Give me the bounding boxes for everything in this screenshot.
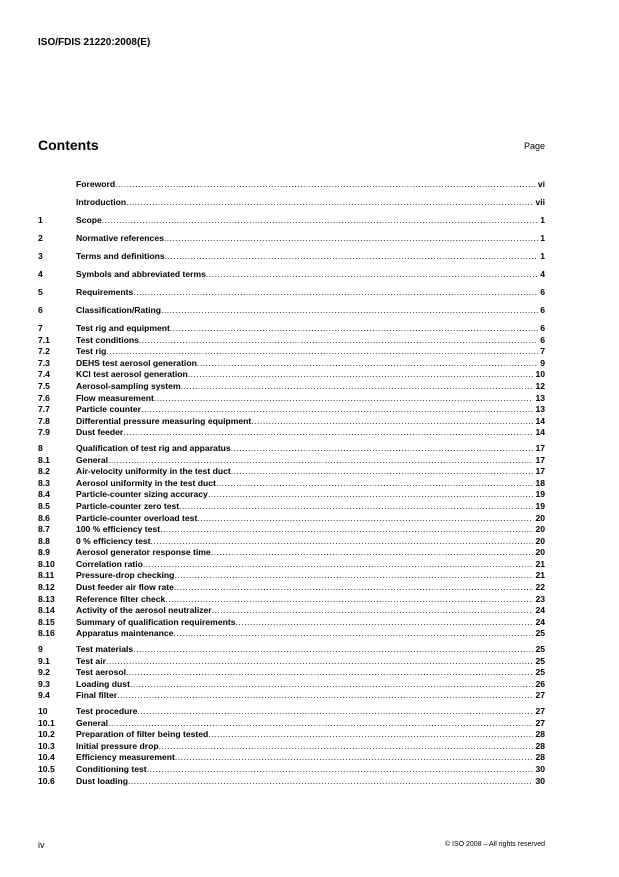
toc-entry[interactable] bbox=[38, 706, 545, 718]
toc-entry-page: 7 bbox=[540, 346, 545, 357]
toc-entry-number: 9.4 bbox=[38, 690, 50, 701]
toc-entry-page: 30 bbox=[535, 775, 545, 786]
toc-entry-title: Final filter bbox=[76, 690, 118, 701]
toc-entry-title: Classification/Rating bbox=[76, 305, 161, 315]
toc-entry-page: 4 bbox=[540, 269, 545, 279]
toc-entry[interactable] bbox=[38, 559, 545, 571]
toc-entry-number: 8.7 bbox=[38, 524, 50, 535]
toc-entry[interactable] bbox=[38, 323, 545, 335]
toc-entry[interactable] bbox=[38, 679, 545, 691]
toc-entry-number: 10.3 bbox=[38, 740, 55, 751]
toc-entry-page: 28 bbox=[535, 740, 545, 751]
dot-leader bbox=[141, 404, 533, 416]
toc-entry[interactable] bbox=[38, 617, 545, 629]
toc-entry-title: Symbols and abbreviated terms bbox=[76, 269, 206, 279]
toc-entry[interactable] bbox=[38, 358, 545, 370]
toc-entry-title: Differential pressure measuring equipment bbox=[76, 415, 252, 426]
dot-leader bbox=[160, 524, 533, 536]
dot-leader bbox=[102, 211, 538, 229]
toc-entry-page: 1 bbox=[540, 215, 545, 225]
dot-leader bbox=[123, 427, 533, 439]
dot-leader bbox=[231, 466, 534, 478]
toc-entry[interactable] bbox=[38, 764, 545, 776]
toc-entry-number: 8.14 bbox=[38, 605, 55, 616]
toc-entry-number: 7.5 bbox=[38, 380, 50, 391]
toc-entry-title: Scope bbox=[76, 215, 102, 225]
page-title: Contents bbox=[38, 137, 99, 153]
toc-entry-title: Test conditions bbox=[76, 334, 139, 345]
toc-entry-title: Dust feeder bbox=[76, 427, 124, 438]
toc-entry[interactable] bbox=[38, 718, 545, 730]
toc-entry-title: Aerosol uniformity in the test duct bbox=[76, 477, 216, 488]
toc-entry-title: Activity of the aerosol neutralizer bbox=[76, 605, 212, 616]
dot-leader bbox=[128, 776, 533, 788]
dot-leader bbox=[188, 369, 534, 381]
toc-entry-number: 8.10 bbox=[38, 558, 55, 569]
toc-entry-title: Initial pressure drop bbox=[76, 740, 159, 751]
toc-entry-number: 7.2 bbox=[38, 346, 50, 357]
dot-leader bbox=[154, 393, 534, 405]
dot-leader bbox=[175, 752, 534, 764]
toc-entry-number: 5 bbox=[38, 287, 43, 297]
dot-leader bbox=[108, 718, 533, 730]
toc-entry-title: Correlation ratio bbox=[76, 558, 143, 569]
toc-entry-number: 9 bbox=[38, 644, 43, 655]
toc-entry-page: 17 bbox=[535, 442, 545, 453]
dot-leader bbox=[126, 667, 533, 679]
toc-entry-title: 0 % efficiency test bbox=[76, 535, 151, 546]
dot-leader bbox=[133, 283, 538, 301]
toc-entry-title: Particle-counter overload test bbox=[76, 512, 198, 523]
toc-entry-title: Introduction bbox=[76, 197, 127, 207]
toc-entry-title: Dust loading bbox=[76, 775, 129, 786]
toc-entry-page: 6 bbox=[540, 334, 545, 345]
footer-copyright: © ISO 2008 – All rights reserved bbox=[444, 841, 545, 848]
toc-entry-title: Test air bbox=[76, 655, 106, 666]
toc-entry-title: Test materials bbox=[76, 644, 134, 655]
toc-entry-page: 28 bbox=[535, 729, 545, 740]
toc-entry-number: 7.6 bbox=[38, 392, 50, 403]
toc-entry-page: 22 bbox=[535, 582, 545, 593]
toc-entry-title: DEHS test aerosol generation bbox=[76, 357, 197, 368]
toc-entry-page: 24 bbox=[535, 616, 545, 627]
toc-entry-number: 8.16 bbox=[38, 628, 55, 639]
toc-entry-number: 8.6 bbox=[38, 512, 50, 523]
toc-entry-number: 7 bbox=[38, 323, 43, 333]
toc-entry-page: 23 bbox=[535, 593, 545, 604]
toc-entry[interactable] bbox=[38, 346, 545, 358]
toc-entry-number: 7.3 bbox=[38, 357, 50, 368]
toc-entry[interactable] bbox=[38, 776, 545, 788]
toc-entry-page: 6 bbox=[540, 287, 545, 297]
toc-entry-title: Preparation of filter being tested bbox=[76, 729, 209, 740]
toc-entry-page: 6 bbox=[540, 323, 545, 333]
toc-entry-title: Particle counter bbox=[76, 404, 141, 415]
dot-leader bbox=[164, 229, 538, 247]
dot-leader bbox=[216, 478, 534, 490]
toc-entry-page: 14 bbox=[535, 415, 545, 426]
dot-leader bbox=[179, 501, 533, 513]
toc-entry-page: 18 bbox=[535, 477, 545, 488]
toc-entry-number: 8.1 bbox=[38, 454, 50, 465]
toc-entry-number: 8 bbox=[38, 442, 43, 453]
toc-entry-title: Flow measurement bbox=[76, 392, 154, 403]
toc-entry-title: Requirements bbox=[76, 287, 134, 297]
page-column-label: Page bbox=[523, 141, 545, 151]
toc-entry[interactable] bbox=[38, 427, 545, 439]
toc-entry-page: 30 bbox=[535, 763, 545, 774]
toc-entry[interactable] bbox=[38, 501, 545, 513]
toc-entry-number: 10.6 bbox=[38, 775, 55, 786]
toc-entry-number: 8.11 bbox=[38, 570, 55, 581]
dot-leader bbox=[108, 455, 533, 467]
toc-entry-number: 8.3 bbox=[38, 477, 50, 488]
dot-leader bbox=[151, 536, 534, 548]
toc-entry-page: 9 bbox=[540, 357, 545, 368]
toc-entry-page: 25 bbox=[535, 628, 545, 639]
dot-leader bbox=[212, 605, 534, 617]
toc-entry-page: 28 bbox=[535, 752, 545, 763]
toc-entry-title: Qualification of test rig and apparatus bbox=[76, 442, 231, 453]
toc-entry-page: 24 bbox=[535, 605, 545, 616]
toc-entry-page: 25 bbox=[535, 655, 545, 666]
toc-entry[interactable] bbox=[38, 229, 545, 247]
toc-entry-title: Aerosol generator response time bbox=[76, 547, 211, 558]
toc-entry[interactable] bbox=[38, 741, 545, 753]
toc-entry-number: 8.15 bbox=[38, 616, 55, 627]
dot-leader bbox=[117, 690, 533, 702]
toc-entry-number: 8.9 bbox=[38, 547, 50, 558]
toc-entry-page: 20 bbox=[535, 535, 545, 546]
toc-entry-title: Test procedure bbox=[76, 706, 138, 716]
toc-entry-page: 21 bbox=[535, 570, 545, 581]
toc-entry-number: 9.3 bbox=[38, 678, 50, 689]
toc-entry[interactable] bbox=[38, 265, 545, 283]
toc-entry-number: 10.4 bbox=[38, 752, 55, 763]
toc-entry-page: 20 bbox=[535, 512, 545, 523]
toc-entry[interactable] bbox=[38, 193, 545, 211]
toc-entry[interactable] bbox=[38, 247, 545, 265]
toc-entry[interactable] bbox=[38, 416, 545, 428]
toc-entry[interactable] bbox=[38, 175, 545, 193]
toc-entry-title: Particle-counter sizing accuracy bbox=[76, 489, 208, 500]
toc-entry-page: 26 bbox=[535, 678, 545, 689]
document-header: ISO/FDIS 21220:2008(E) bbox=[38, 37, 151, 48]
toc-entry[interactable] bbox=[38, 393, 545, 405]
dot-leader bbox=[161, 301, 538, 319]
toc-entry-page: 27 bbox=[535, 706, 545, 716]
toc-entry-page: 25 bbox=[535, 644, 545, 655]
toc-entry-title: Aerosol-sampling system bbox=[76, 380, 181, 391]
dot-leader bbox=[115, 175, 536, 193]
toc-entry-title: Air-velocity uniformity in the test duct bbox=[76, 466, 231, 477]
toc-entry-page: 1 bbox=[540, 251, 545, 261]
toc-entry-number: 7.1 bbox=[38, 334, 50, 345]
toc-entry[interactable] bbox=[38, 369, 545, 381]
toc-entry[interactable] bbox=[38, 301, 545, 319]
toc-entry[interactable] bbox=[38, 381, 545, 393]
toc-entry[interactable] bbox=[38, 211, 545, 229]
toc-entry[interactable] bbox=[38, 605, 545, 617]
dot-leader bbox=[126, 193, 533, 211]
toc-entry-page: 20 bbox=[535, 524, 545, 535]
toc-entry-title: Apparatus maintenance bbox=[76, 628, 174, 639]
toc-entry-page: 17 bbox=[535, 466, 545, 477]
toc-entry-title: Test rig bbox=[76, 346, 107, 357]
dot-leader bbox=[208, 729, 533, 741]
dot-leader bbox=[173, 628, 533, 640]
toc-entry[interactable] bbox=[38, 536, 545, 548]
toc-entry-number: 7.9 bbox=[38, 427, 50, 438]
toc-entry-number: 7.7 bbox=[38, 404, 50, 415]
toc-entry-page: 1 bbox=[540, 233, 545, 243]
toc-entry-number: 9.2 bbox=[38, 667, 50, 678]
toc-entry-title: 100 % efficiency test bbox=[76, 524, 161, 535]
dot-leader bbox=[174, 570, 533, 582]
toc-entry[interactable] bbox=[38, 582, 545, 594]
toc-entry[interactable] bbox=[38, 547, 545, 559]
toc-entry-number: 10 bbox=[38, 706, 48, 716]
toc-entry[interactable] bbox=[38, 667, 545, 679]
toc-entry-number: 4 bbox=[38, 269, 43, 279]
dot-leader bbox=[165, 247, 539, 265]
dot-leader bbox=[143, 559, 534, 571]
toc-entry-title: Reference filter check bbox=[76, 593, 166, 604]
dot-leader bbox=[170, 323, 538, 335]
toc-entry-number: 7.4 bbox=[38, 369, 50, 380]
toc-entry-page: 13 bbox=[535, 392, 545, 403]
toc-entry-number: 6 bbox=[38, 305, 43, 315]
toc-entry-number: 8.2 bbox=[38, 466, 50, 477]
dot-leader bbox=[147, 764, 534, 776]
toc-entry-title: Dust feeder air flow rate bbox=[76, 582, 174, 593]
dot-leader bbox=[159, 741, 534, 753]
toc-entry-page: 13 bbox=[535, 404, 545, 415]
toc-entry-page: 27 bbox=[535, 690, 545, 701]
toc-entry-title: Loading dust bbox=[76, 678, 130, 689]
toc-entry[interactable] bbox=[38, 690, 545, 702]
toc-entry-number: 1 bbox=[38, 215, 43, 225]
dot-leader bbox=[208, 489, 534, 501]
toc-entry-page: 20 bbox=[535, 547, 545, 558]
dot-leader bbox=[137, 706, 533, 718]
toc-entry[interactable] bbox=[38, 443, 545, 455]
toc-entry-number: 10.5 bbox=[38, 763, 55, 774]
toc-entry-title: Particle-counter zero test bbox=[76, 500, 180, 511]
toc-entry-number: 8.13 bbox=[38, 593, 55, 604]
toc-entry-number: 8.8 bbox=[38, 535, 50, 546]
toc-entry-title: Test rig and equipment bbox=[76, 323, 170, 333]
dot-leader bbox=[133, 644, 533, 656]
dot-leader bbox=[174, 582, 534, 594]
toc-entry-number: 7.8 bbox=[38, 415, 50, 426]
dot-leader bbox=[236, 617, 534, 629]
dot-leader bbox=[181, 381, 534, 393]
toc-entry-title: Conditioning test bbox=[76, 763, 147, 774]
toc-entry-title: Terms and definitions bbox=[76, 251, 165, 261]
toc-entry[interactable] bbox=[38, 524, 545, 536]
toc-entry-number: 10.1 bbox=[38, 717, 55, 728]
toc-entry[interactable] bbox=[38, 594, 545, 606]
dot-leader bbox=[197, 513, 533, 525]
dot-leader bbox=[130, 679, 533, 691]
toc-entry-number: 8.5 bbox=[38, 500, 50, 511]
toc-entry-number: 8.12 bbox=[38, 582, 55, 593]
toc-entry-page: 12 bbox=[535, 380, 545, 391]
dot-leader bbox=[106, 656, 534, 668]
toc-entry-number: 2 bbox=[38, 233, 43, 243]
toc-entry-title: General bbox=[76, 454, 109, 465]
table-of-contents bbox=[38, 175, 545, 787]
toc-entry[interactable] bbox=[38, 656, 545, 668]
toc-entry-title: Pressure-drop checking bbox=[76, 570, 175, 581]
toc-entry[interactable] bbox=[38, 466, 545, 478]
toc-entry-page: 17 bbox=[535, 454, 545, 465]
dot-leader bbox=[106, 346, 538, 358]
toc-entry-page: 25 bbox=[535, 667, 545, 678]
toc-entry-page: vii bbox=[535, 197, 545, 207]
toc-entry[interactable] bbox=[38, 283, 545, 301]
toc-entry[interactable] bbox=[38, 570, 545, 582]
footer-page-number: iv bbox=[38, 840, 45, 850]
toc-entry-number: 3 bbox=[38, 251, 43, 261]
dot-leader bbox=[211, 547, 534, 559]
toc-entry-page: vi bbox=[537, 179, 545, 189]
dot-leader bbox=[197, 358, 538, 370]
toc-entry-title: Summary of qualification requirements bbox=[76, 616, 236, 627]
dot-leader bbox=[251, 416, 533, 428]
toc-entry[interactable] bbox=[38, 644, 545, 656]
toc-entry-page: 27 bbox=[535, 717, 545, 728]
toc-entry[interactable] bbox=[38, 478, 545, 490]
toc-entry[interactable] bbox=[38, 455, 545, 467]
toc-entry-title: Test aerosol bbox=[76, 667, 126, 678]
toc-entry-page: 6 bbox=[540, 305, 545, 315]
toc-entry-title: Efficiency measurement bbox=[76, 752, 175, 763]
toc-entry-title: Foreword bbox=[76, 179, 116, 189]
toc-entry[interactable] bbox=[38, 513, 545, 525]
dot-leader bbox=[165, 594, 533, 606]
toc-entry-page: 14 bbox=[535, 427, 545, 438]
toc-entry-title: KCl test aerosol generation bbox=[76, 369, 188, 380]
toc-entry-title: Normative references bbox=[76, 233, 164, 243]
toc-entry-page: 19 bbox=[535, 500, 545, 511]
toc-entry[interactable] bbox=[38, 489, 545, 501]
dot-leader bbox=[139, 335, 538, 347]
toc-entry[interactable] bbox=[38, 752, 545, 764]
toc-entry[interactable] bbox=[38, 729, 545, 741]
toc-entry[interactable] bbox=[38, 335, 545, 347]
toc-entry-number: 8.4 bbox=[38, 489, 50, 500]
dot-leader bbox=[231, 443, 534, 455]
toc-entry-number: 9.1 bbox=[38, 655, 50, 666]
toc-entry-page: 19 bbox=[535, 489, 545, 500]
toc-entry[interactable] bbox=[38, 404, 545, 416]
dot-leader bbox=[206, 265, 538, 283]
toc-entry-number: 10.2 bbox=[38, 729, 55, 740]
toc-entry[interactable] bbox=[38, 628, 545, 640]
toc-entry-title: General bbox=[76, 717, 109, 728]
toc-entry-page: 10 bbox=[535, 369, 545, 380]
toc-entry-page: 21 bbox=[535, 558, 545, 569]
